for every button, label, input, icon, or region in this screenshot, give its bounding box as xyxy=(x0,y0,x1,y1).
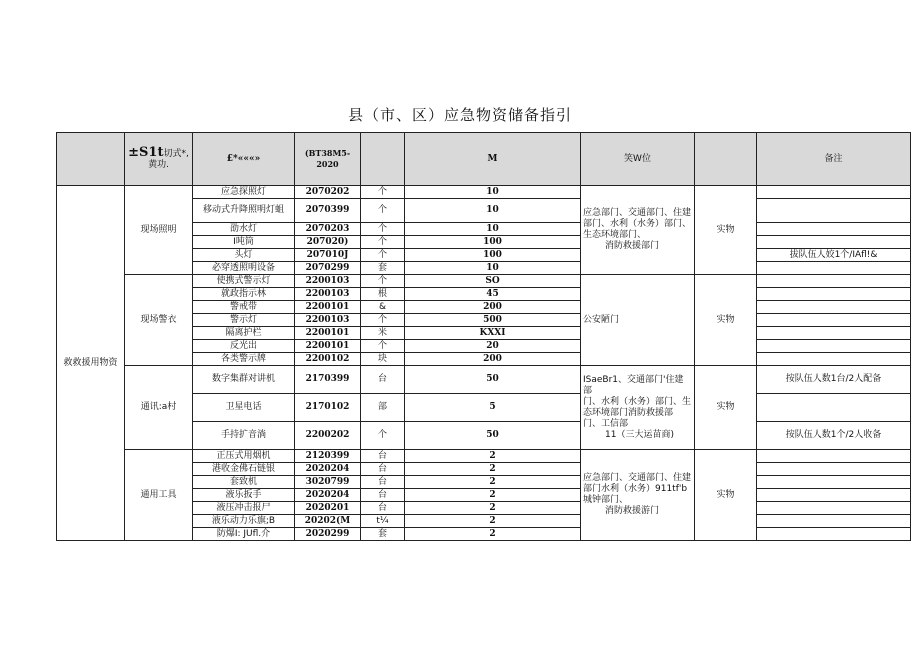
note-cell xyxy=(757,275,911,288)
dept-line: 部门水利（水务）911tf'b xyxy=(583,484,688,494)
item-code-cell: 2200103 xyxy=(295,288,361,301)
type-cell: 实物 xyxy=(695,186,757,275)
unit-cell: 个 xyxy=(361,340,405,353)
dept-cell xyxy=(581,450,695,541)
item-name-cell: 移动式升降照明灯蛆 xyxy=(193,199,295,223)
qty-cell: 2 xyxy=(405,528,581,541)
qty-cell: 50 xyxy=(405,422,581,450)
note-cell xyxy=(757,489,911,502)
dept-line: 公安陋门 xyxy=(583,314,620,325)
note-cell xyxy=(757,394,911,422)
type-cell: 实物 xyxy=(695,366,757,450)
note-cell xyxy=(757,186,911,199)
item-name-cell: 防爆I: JUfl.介 xyxy=(193,528,295,541)
item-name-cell: 反光出 xyxy=(193,340,295,353)
unit-cell: 台 xyxy=(361,366,405,394)
note-cell xyxy=(757,223,911,236)
dept-cell xyxy=(581,275,695,366)
header-cell-code: (BT38M5-2020 xyxy=(295,133,361,186)
page-title: 县（市、区）应急物资储备指引 xyxy=(347,106,572,124)
unit-cell: 台 xyxy=(361,450,405,463)
header-cell-type xyxy=(695,133,757,186)
qty-cell: KXXI xyxy=(405,327,581,340)
unit-cell: 米 xyxy=(361,327,405,340)
header-cell-note: 备注 xyxy=(757,133,911,186)
group-name-cell: 现场警衣 xyxy=(125,275,193,366)
note-cell: 按队伍人数1台/2人配备 xyxy=(757,366,911,394)
item-code-cell: 2200103 xyxy=(295,275,361,288)
qty-cell: 10 xyxy=(405,262,581,275)
item-name-cell: 液压冲击报尸 xyxy=(193,502,295,515)
reserve-table xyxy=(56,132,911,541)
item-name-cell: 就政指示林 xyxy=(193,288,295,301)
qty-cell: 200 xyxy=(405,301,581,314)
note-cell xyxy=(757,340,911,353)
qty-cell: 2 xyxy=(405,450,581,463)
qty-cell: 5 xyxy=(405,394,581,422)
note-cell xyxy=(757,515,911,528)
note-cell xyxy=(757,288,911,301)
header-cell-unit xyxy=(361,133,405,186)
unit-cell: t¼ xyxy=(361,515,405,528)
note-cell xyxy=(757,528,911,541)
group-name-cell: 现场照明 xyxy=(125,186,193,275)
item-name-cell: 套致机 xyxy=(193,476,295,489)
dept-cell xyxy=(581,186,695,275)
dept-line: 11（三大运苗商) xyxy=(605,429,674,440)
item-code-cell: 2200102 xyxy=(295,353,361,366)
table-body xyxy=(57,133,911,541)
unit-cell: 块 xyxy=(361,353,405,366)
item-code-cell: 2200101 xyxy=(295,301,361,314)
qty-cell: SO xyxy=(405,275,581,288)
dept-line: ISaeBr1、交通部门'住建部 xyxy=(583,374,684,396)
unit-cell: 个 xyxy=(361,223,405,236)
item-code-cell: 2020201 xyxy=(295,502,361,515)
unit-cell: 个 xyxy=(361,199,405,223)
note-cell xyxy=(757,327,911,340)
dept-line: 部门、水利（水务）部门、 xyxy=(583,219,692,229)
table-row xyxy=(57,275,911,288)
item-name-cell: 警戒带 xyxy=(193,301,295,314)
header-row xyxy=(57,133,911,186)
note-cell xyxy=(757,476,911,489)
qty-cell: 45 xyxy=(405,288,581,301)
item-code-cell: 207020) xyxy=(295,236,361,249)
item-code-cell: 2070203 xyxy=(295,223,361,236)
header-class-code: ±S1t xyxy=(128,145,164,160)
item-code-cell: 2200101 xyxy=(295,340,361,353)
qty-cell: 2 xyxy=(405,463,581,476)
note-cell xyxy=(757,314,911,327)
type-cell: 实物 xyxy=(695,450,757,541)
qty-cell: 2 xyxy=(405,502,581,515)
table-row xyxy=(57,366,911,394)
dept-line: 应急部门、交通部门、住建 xyxy=(583,208,692,218)
unit-cell: 套 xyxy=(361,528,405,541)
unit-cell: 个 xyxy=(361,275,405,288)
item-name-cell: 隔离护栏 xyxy=(193,327,295,340)
qty-cell: 100 xyxy=(405,249,581,262)
item-name-cell: 各类警示牌 xyxy=(193,353,295,366)
item-name-cell: I吨筒 xyxy=(193,236,295,249)
qty-cell: 50 xyxy=(405,366,581,394)
unit-cell: 个 xyxy=(361,186,405,199)
unit-cell: 套 xyxy=(361,262,405,275)
dept-line: 态环境部门消防救援部 xyxy=(583,407,674,418)
item-code-cell: 20202(M xyxy=(295,515,361,528)
item-name-cell: 卫星电话 xyxy=(193,394,295,422)
qty-cell: 2 xyxy=(405,489,581,502)
unit-cell: 部 xyxy=(361,394,405,422)
note-cell xyxy=(757,450,911,463)
dept-line: 生态环境部门、 xyxy=(583,230,647,240)
item-code-cell: 3020799 xyxy=(295,476,361,489)
unit-cell: 台 xyxy=(361,463,405,476)
note-cell xyxy=(757,353,911,366)
unit-cell: 个 xyxy=(361,249,405,262)
qty-cell: 10 xyxy=(405,186,581,199)
note-cell xyxy=(757,199,911,223)
note-cell xyxy=(757,301,911,314)
qty-cell: 2 xyxy=(405,515,581,528)
dept-line: 城钟部门、 xyxy=(583,495,629,505)
note-cell: 拔队伍人姣1个/IAfl!& xyxy=(757,249,911,262)
header-cell-qty: M xyxy=(405,133,581,186)
qty-cell: 200 xyxy=(405,353,581,366)
item-code-cell: 2070202 xyxy=(295,186,361,199)
group-name-cell: 通用工具 xyxy=(125,450,193,541)
item-code-cell: 2200103 xyxy=(295,314,361,327)
header-cell-dept: 笑W位 xyxy=(581,133,695,186)
unit-cell: 台 xyxy=(361,489,405,502)
item-name-cell: 头灯 xyxy=(193,249,295,262)
item-name-cell: 应急探照灯 xyxy=(193,186,295,199)
dept-line: 门、工信部 xyxy=(583,418,629,429)
note-cell xyxy=(757,463,911,476)
qty-cell: 500 xyxy=(405,314,581,327)
item-name-cell: 手持扩音淌 xyxy=(193,422,295,450)
unit-cell: 根 xyxy=(361,288,405,301)
header-cell-item: £*«««» xyxy=(193,133,295,186)
item-code-cell: 2070299 xyxy=(295,262,361,275)
qty-cell: 10 xyxy=(405,199,581,223)
item-code-cell: 207010J xyxy=(295,249,361,262)
item-code-cell: 2020204 xyxy=(295,463,361,476)
unit-cell: 台 xyxy=(361,502,405,515)
header-cell-class xyxy=(125,133,193,186)
item-name-cell: 液乐扳手 xyxy=(193,489,295,502)
category-cell: 救救援用物资 xyxy=(57,186,125,541)
dept-line: 消防救援游门 xyxy=(605,506,660,516)
item-name-cell: 港收金佛石链银 xyxy=(193,463,295,476)
item-code-cell: 2170102 xyxy=(295,394,361,422)
unit-cell: & xyxy=(361,301,405,314)
note-cell xyxy=(757,236,911,249)
qty-cell: 10 xyxy=(405,223,581,236)
qty-cell: 20 xyxy=(405,340,581,353)
type-cell: 实物 xyxy=(695,275,757,366)
item-name-cell: 必穿透照明设备 xyxy=(193,262,295,275)
dept-line: 门、水利（水务）部门、生 xyxy=(583,396,692,407)
table-row xyxy=(57,186,911,199)
header-class-suffix: 切式*, xyxy=(163,149,189,159)
qty-cell: 100 xyxy=(405,236,581,249)
unit-cell: 个 xyxy=(361,314,405,327)
item-code-cell: 2020299 xyxy=(295,528,361,541)
item-name-cell: 警示灯 xyxy=(193,314,295,327)
qty-cell: 2 xyxy=(405,476,581,489)
unit-cell: 个 xyxy=(361,236,405,249)
dept-cell xyxy=(581,366,695,450)
note-cell: 按队伍人数1个/2人收备 xyxy=(757,422,911,450)
dept-line: 消防救援部门 xyxy=(605,241,660,251)
item-name-cell: 劭水灯 xyxy=(193,223,295,236)
item-code-cell: 2070399 xyxy=(295,199,361,223)
unit-cell: 个 xyxy=(361,422,405,450)
item-code-cell: 2200101 xyxy=(295,327,361,340)
header-class-line2: 黄功. xyxy=(148,160,169,170)
item-code-cell: 2020204 xyxy=(295,489,361,502)
unit-cell: 台 xyxy=(361,476,405,489)
item-name-cell: 数字集群对讲机 xyxy=(193,366,295,394)
item-code-cell: 2120399 xyxy=(295,450,361,463)
group-name-cell: 通讯:a村 xyxy=(125,366,193,450)
item-name-cell: 使携式警示灯 xyxy=(193,275,295,288)
item-code-cell: 2170399 xyxy=(295,366,361,394)
header-cell-blank xyxy=(57,133,125,186)
item-code-cell: 2200202 xyxy=(295,422,361,450)
note-cell xyxy=(757,502,911,515)
item-name-cell: 正压式用烟机 xyxy=(193,450,295,463)
note-cell xyxy=(757,262,911,275)
item-name-cell: 液乐动力乐旗;B xyxy=(193,515,295,528)
table-row xyxy=(57,450,911,463)
dept-line: 应急部门、交通部门、住建 xyxy=(583,473,692,483)
